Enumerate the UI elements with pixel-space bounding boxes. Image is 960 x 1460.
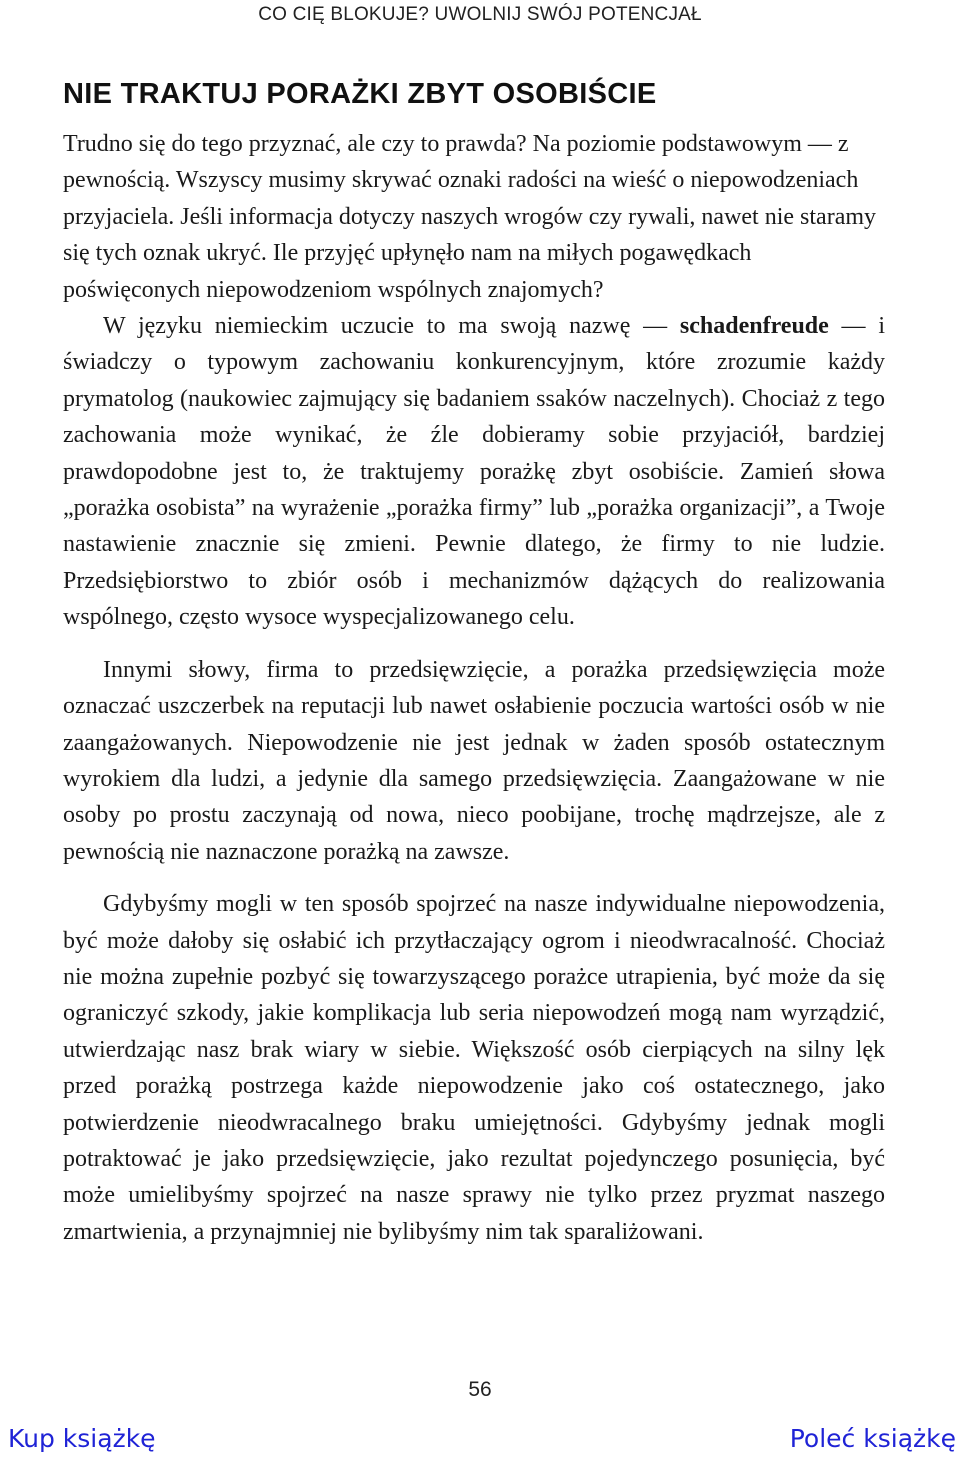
running-header: CO CIĘ BLOKUJE? UWOLNIJ SWÓJ POTENCJAŁ: [258, 4, 702, 25]
buy-book-link[interactable]: Kup książkę: [8, 1424, 156, 1453]
section-title: NIE TRAKTUJ PORAŻKI ZBYT OSOBIŚCIE: [63, 78, 657, 110]
paragraph-text: — i świadczy o typowym zachowaniu konkurencyjnym, które zrozumie każdy prymatolog (naukowiec zajmujący się badaniem ssaków naczelnych). Chociaż z tego zachowania może wynikać, że źle dobieramy sobie przyjaciół, bardziej prawdopodobne jest to, że traktujemy porażkę zbyt osobiście. Zamień słowa „porażka osobista” na wyrażenie „porażka firmy” lub „porażka organizacji”, a Twoje nastawienie znacznie się zmieni. Pewnie dlatego, że firmy to nie ludzie. Przedsiębiorstwo to zbiór osób i mechanizmów dążących do realizowania wspólnego, często wysoce wyspecjalizowanego celu.: [63, 313, 885, 631]
keyword-schadenfreude: schadenfreude: [679, 313, 829, 340]
paragraph-intro: Trudno się do tego przyznać, ale czy to prawda? Na poziomie podstawowym — z pewnością. Wszyscy musimy skrywać oznaki radości na wieść o niepowodzeniach przyjaciela. Jeśli informacja dotyczy naszych wrogów czy rywali, nawet nie staramy się tych oznak ukryć. Ile przyjęć upłynęło nam na miłych pogawędkach poświęconych niepowodzeniom wspólnych znajomych?: [63, 131, 877, 303]
paragraph-text: W języku niemieckim uczucie to ma swoją nazwę —: [103, 313, 680, 340]
paragraph-schadenfreude: [63, 308, 885, 636]
paragraph-enterprise: Innymi słowy, firma to przedsięwzięcie, a porażka przedsięwzięcia może oznaczać uszczerbek na reputacji lub nawet osłabienie poczucia wartości osób w nie zaangażowanych. Niepowodzenie nie jest jednak w żaden sposób ostatecznym wyrokiem dla ludzi, a jedynie dla samego przedsięwzięcia. Zaangażowane w nie osoby po prostu zaczynają od nowa, nieco poobijane, trochę mądrzejsze, ale z pewnością nie naznaczone porażką na zawsze.: [63, 656, 885, 865]
paragraph-individual-failures: Gdybyśmy mogli w ten sposób spojrzeć na nasze indywidualne niepowodzenia, być może dałoby się osłabić ich przytłaczający ogrom i nieodwracalność. Chociaż nie można zupełnie pozbyć się towarzyszącego porażce utrapienia, być może da się ograniczyć szkody, jakie komplikacja lub seria niepowodzeń mogą nam wyrządzić, utwierdzając nasz brak wiary w siebie. Większość osób cierpiących na silny lęk przed porażką postrzega każde niepowodzenie jako coś ostatecznego, jako potwierdzenie nieodwracalnego braku umiejętności. Gdybyśmy jednak mogli potraktować je jako przedsięwzięcie, jako rezultat pojedynczego posunięcia, być może umielibyśmy spojrzeć na nasze sprawy nie tylko przez pryzmat naszego zmartwienia, a przynajmniej nie bylibyśmy nim tak sparaliżowani.: [63, 891, 885, 1245]
page-number: 56: [468, 1378, 492, 1401]
body-text: [63, 126, 885, 1250]
recommend-book-link[interactable]: Poleć książkę: [789, 1424, 956, 1453]
